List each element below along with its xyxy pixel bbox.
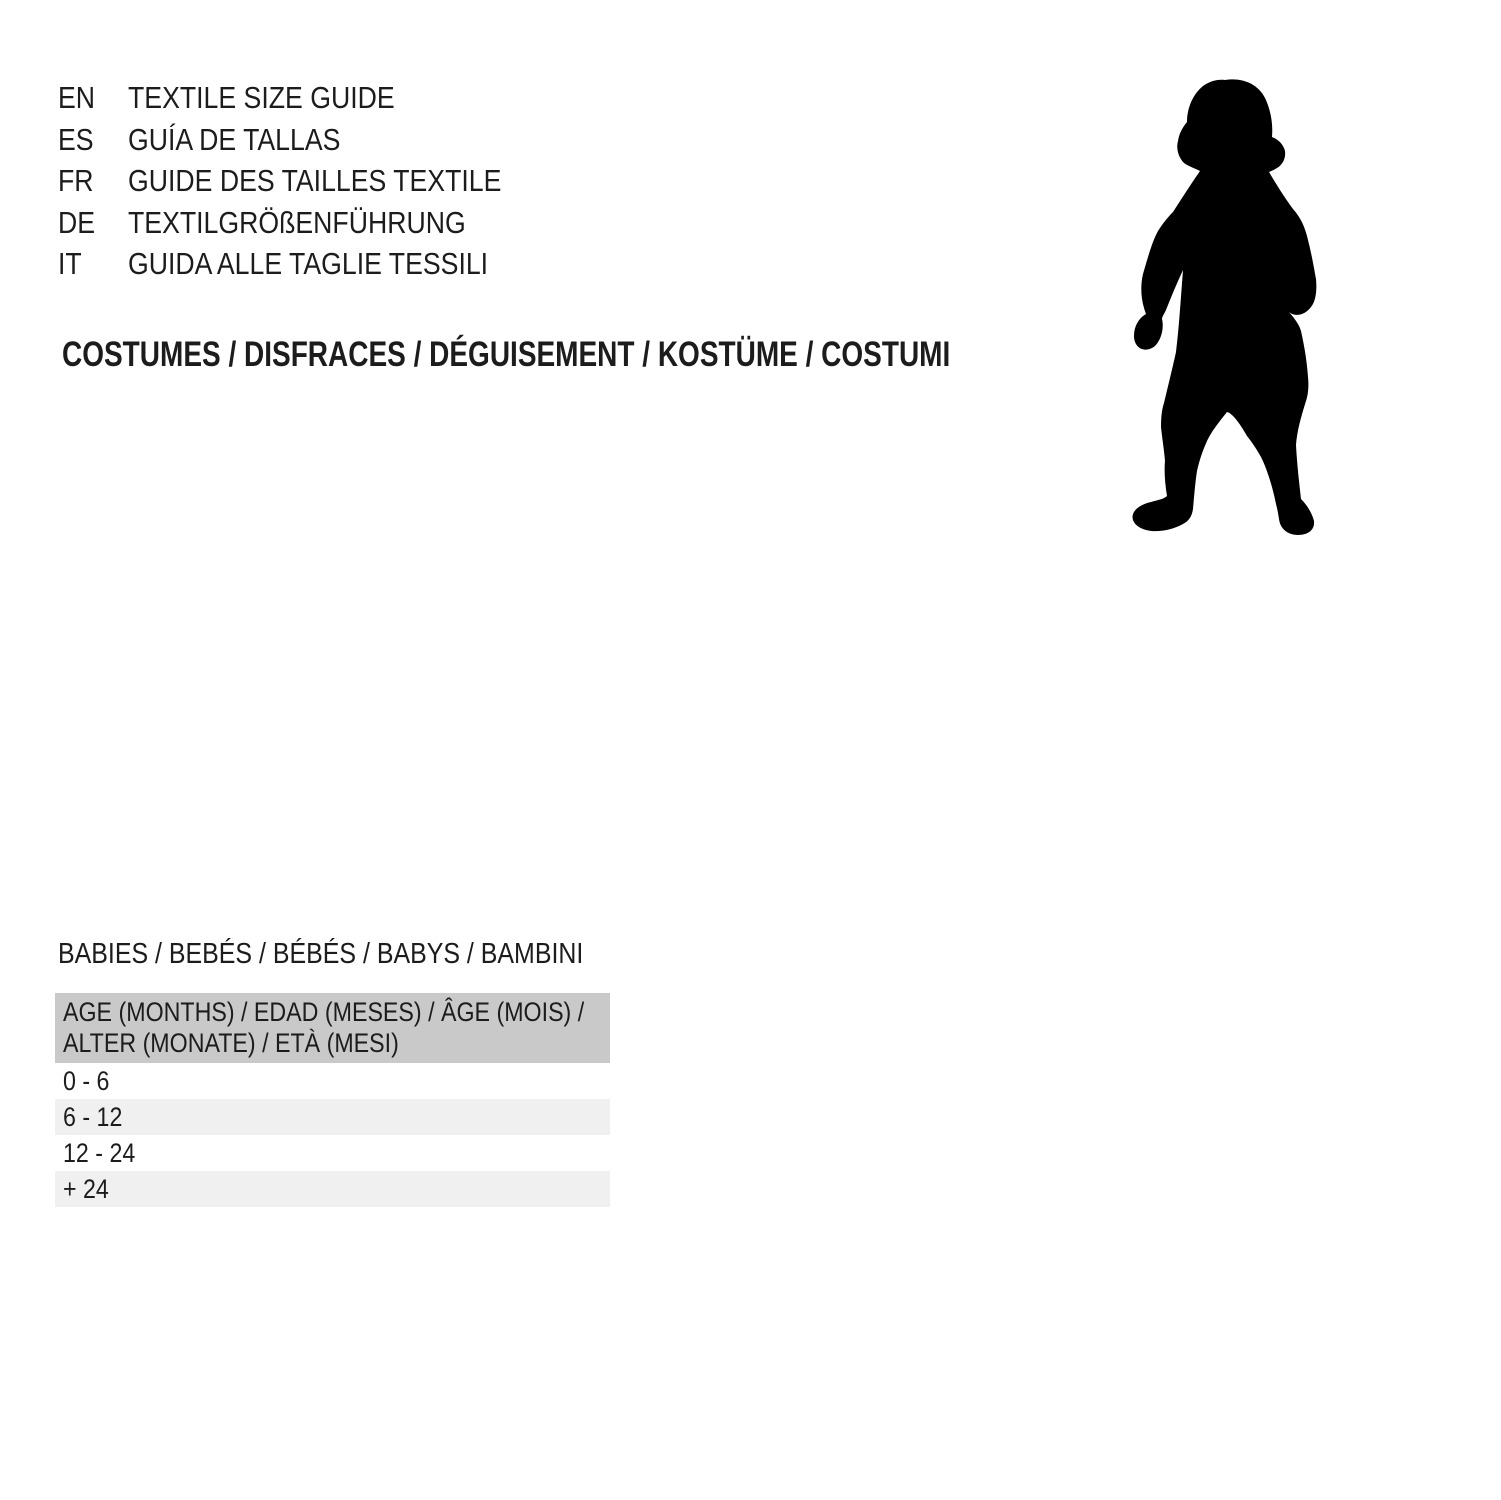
language-code-text: FR: [58, 163, 94, 198]
language-label: [128, 202, 521, 244]
language-row-it: [58, 243, 562, 285]
category-title-text: COSTUMES / DISFRACES / DÉGUISEMENT / KOSTÜME / COSTUMI: [62, 335, 951, 374]
language-row-fr: [58, 160, 562, 202]
language-code: [58, 77, 128, 119]
language-code-text: IT: [58, 246, 82, 281]
age-table-header-line-1: AGE (MONTHS) / EDAD (MESES) / ÂGE (MOIS) /: [63, 997, 585, 1027]
age-range-value: 0 - 6: [63, 1066, 110, 1096]
age-table: [55, 993, 610, 1207]
language-label-text: GUIDA ALLE TAGLIE TESSILI: [128, 246, 489, 281]
language-label: [128, 119, 375, 161]
baby-silhouette-icon: [1120, 60, 1340, 550]
age-range-value: 12 - 24: [63, 1138, 136, 1168]
language-label: [128, 77, 438, 119]
category-title: [62, 336, 1172, 374]
language-label: [128, 243, 547, 285]
language-code: [58, 160, 128, 202]
language-row-es: [58, 119, 562, 161]
age-range-row: [55, 1135, 610, 1171]
age-table-header-line-2: ALTER (MONATE) / ETÀ (MESI): [63, 1028, 399, 1058]
age-range-value: 6 - 12: [63, 1102, 123, 1132]
age-range-row: [55, 1171, 610, 1207]
language-label: [128, 160, 562, 202]
language-label-text: TEXTILE SIZE GUIDE: [128, 80, 395, 115]
babies-section-heading: [58, 938, 669, 970]
language-code: [58, 243, 128, 285]
age-range-row: [55, 1063, 610, 1099]
age-range-value: + 24: [63, 1174, 109, 1204]
language-code: [58, 119, 128, 161]
language-code-text: ES: [58, 121, 94, 157]
language-code-text: DE: [58, 204, 96, 240]
age-table-header: [55, 993, 610, 1063]
language-row-en: [58, 77, 562, 119]
language-label-text: GUIDE DES TAILLES TEXTILE: [128, 163, 502, 198]
language-label-text: GUÍA DE TALLAS: [128, 121, 341, 157]
age-range-row: [55, 1099, 610, 1135]
babies-section-heading-text: BABIES / BEBÉS / BÉBÉS / BABYS / BAMBINI: [58, 938, 584, 970]
language-row-de: [58, 202, 562, 244]
language-list: [58, 77, 562, 285]
language-label-text: TEXTILGRÖßENFÜHRUNG: [128, 204, 466, 240]
language-code: [58, 202, 128, 244]
language-code-text: EN: [58, 80, 96, 115]
